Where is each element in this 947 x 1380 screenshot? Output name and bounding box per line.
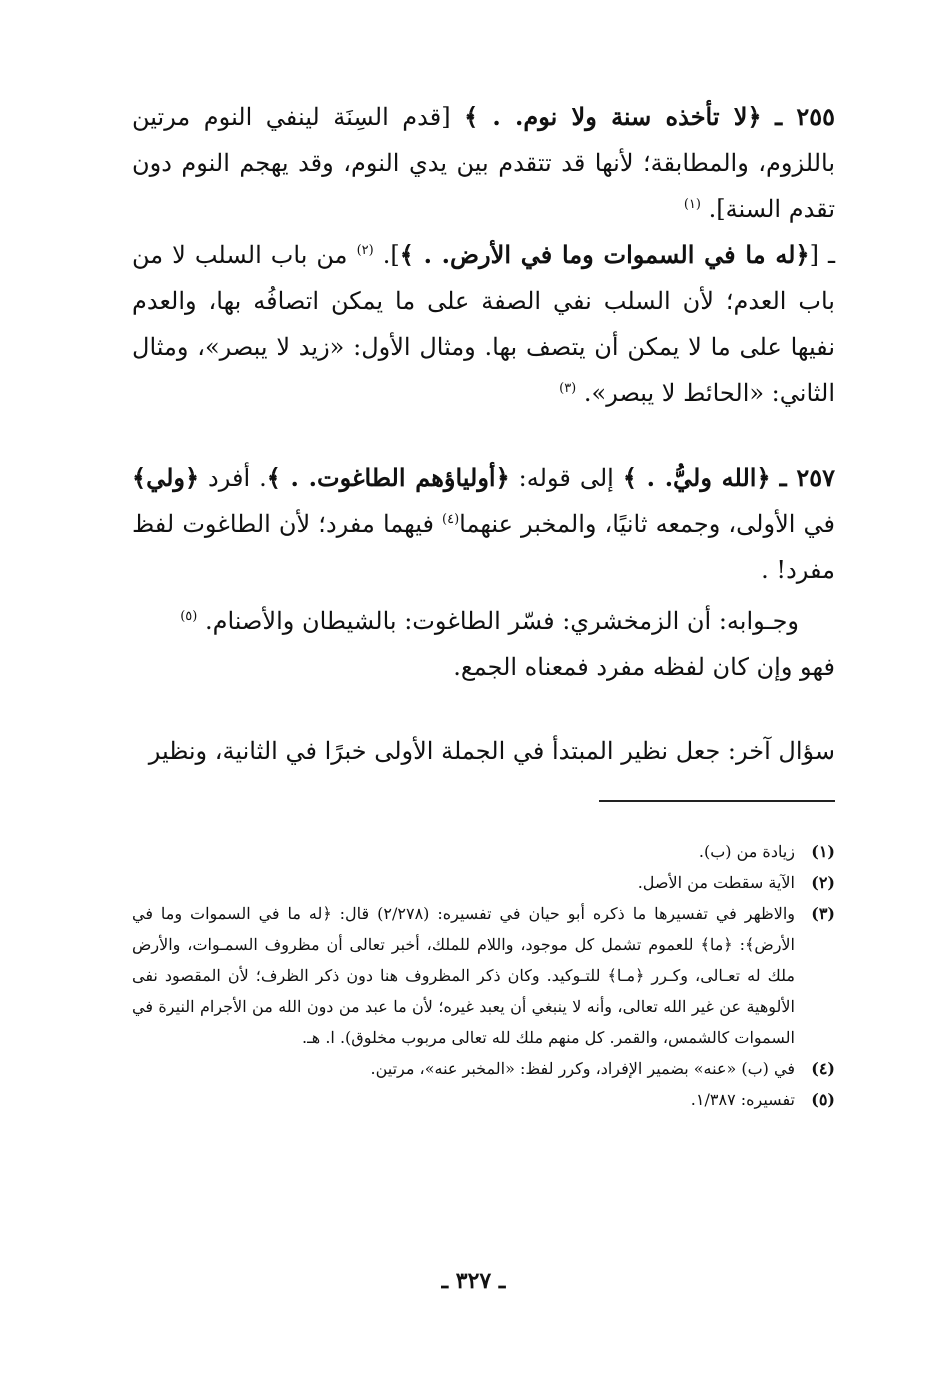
- quran-verse: ﴿أولياؤهم الطاغوت. . ﴾: [266, 463, 510, 492]
- commentary-text: من باب السلب لا من باب العدم؛ لأن السلب نفي الصفة على ما يمكن اتصافُه بها، والعدم نفيها على ما لا يمكن أن يتصف بها. ومثال الأول: «زيد لا يبصر»، ومثال الثاني: «الحائط لا يبصر».: [132, 241, 836, 407]
- footnote: [132, 898, 835, 1053]
- footnote: [132, 1053, 835, 1084]
- footnote-ref: (٥): [180, 609, 198, 624]
- footnote-ref: (٢): [356, 243, 374, 258]
- footnote-ref: (١): [683, 197, 701, 212]
- footnotes: [132, 836, 835, 1115]
- footnote-number: (٥): [811, 1090, 835, 1109]
- footnote-number: (٣): [811, 904, 835, 923]
- footnote: [132, 867, 835, 898]
- commentary-text: [قدم السِنَة لينفي النوم مرتين باللزوم، والمطابقة؛ لأنها قد تتقدم بين يدي النوم، وقد يهجم النوم دون تقدم السنة].: [132, 103, 835, 223]
- verse-number: ٢٥٥ ـ: [775, 102, 836, 131]
- paragraph-verse-257: [132, 455, 835, 593]
- footnote-text: والاظهر في تفسيرها ما ذكره أبو حيان في تفسيره: (٢/٢٧٨) قال: ﴿له ما في السموات وما في الأرض﴾: ﴿ما﴾ للعموم تشمل كل موجود، واللام للملك، أخبر تعالى أن مظروف السمـوات، والأرض ملك له تعـالى، وكـرر ﴿مـا﴾ للتـوكيد. وكان ذكر المظروف هنا دون ذكر الظرف؛ لأن المقصود نفى الألوهية عن غير الله تعالى، وأنه لا ينبغي أن يعبد غيره؛ لأن ما عبد من دون الله من الأجرام النيرة في السموات كالشمس، والقمر. كل منهم ملك لله تعالى مربوب مخلوق). ا. هـ.: [132, 904, 796, 1047]
- answer-text: فهو وإن كان لفظه مفرد فمعناه الجمع.: [453, 653, 835, 681]
- footnote-number: (٤): [811, 1059, 835, 1078]
- quran-verse: ﴿الله وليُّ. . ﴾: [622, 463, 771, 492]
- connector-text: . أفرد: [208, 464, 267, 492]
- bracket-close: ].: [382, 241, 400, 269]
- commentary-text: فيهما مفرد؛ لأن الطاغوت لفظ مفرد! .: [132, 510, 835, 584]
- footnote-text: تفسيره: ١/٣٨٧.: [690, 1090, 795, 1109]
- quran-verse: ﴿لا تأخذه سنة ولا نوم. . ﴾: [464, 102, 762, 131]
- footnote: [132, 1084, 835, 1115]
- quran-verse: ﴿ولي﴾: [132, 463, 200, 492]
- answer-text: وجـوابه: أن الزمخشري: فسّر الطاغوت: بالشيطان والأصنام.: [205, 607, 799, 635]
- footnote: [132, 836, 835, 867]
- question-text: سؤال آخر: جعل نظير المبتدأ في الجملة الأولى خبرًا في الثانية، ونظير: [148, 737, 835, 765]
- page-number: ـ ٣٢٧ ـ: [441, 1268, 506, 1294]
- paragraph-answer: [132, 598, 835, 690]
- footnote-divider: [599, 800, 835, 802]
- connector-text: إلى قوله:: [518, 464, 614, 492]
- commentary-text: في الأولى، وجمعه ثانيًا، والمخبر عنهما: [459, 510, 835, 538]
- verse-number: ٢٥٧ ـ: [779, 463, 835, 492]
- footnote-ref: (٣): [559, 381, 577, 396]
- paragraph-verse-256: [132, 232, 835, 416]
- footnote-text: في (ب) «عنه» بضمير الإفراد، وكرر لفظ: «المخبر عنه»، مرتين.: [370, 1059, 795, 1078]
- footnote-number: (١): [811, 842, 835, 861]
- footnote-ref: (٤): [442, 512, 460, 527]
- footnote-number: (٢): [811, 873, 835, 892]
- paragraph-question: [132, 728, 835, 774]
- quran-verse: ﴿له ما في السموات وما في الأرض. . ﴾: [399, 240, 810, 269]
- paragraph-verse-255: [132, 94, 835, 232]
- bracket-prefix: ـ [: [809, 241, 835, 269]
- footnote-text: زيادة من (ب).: [698, 842, 795, 861]
- footnote-text: الآية سقطت من الأصل.: [637, 873, 795, 892]
